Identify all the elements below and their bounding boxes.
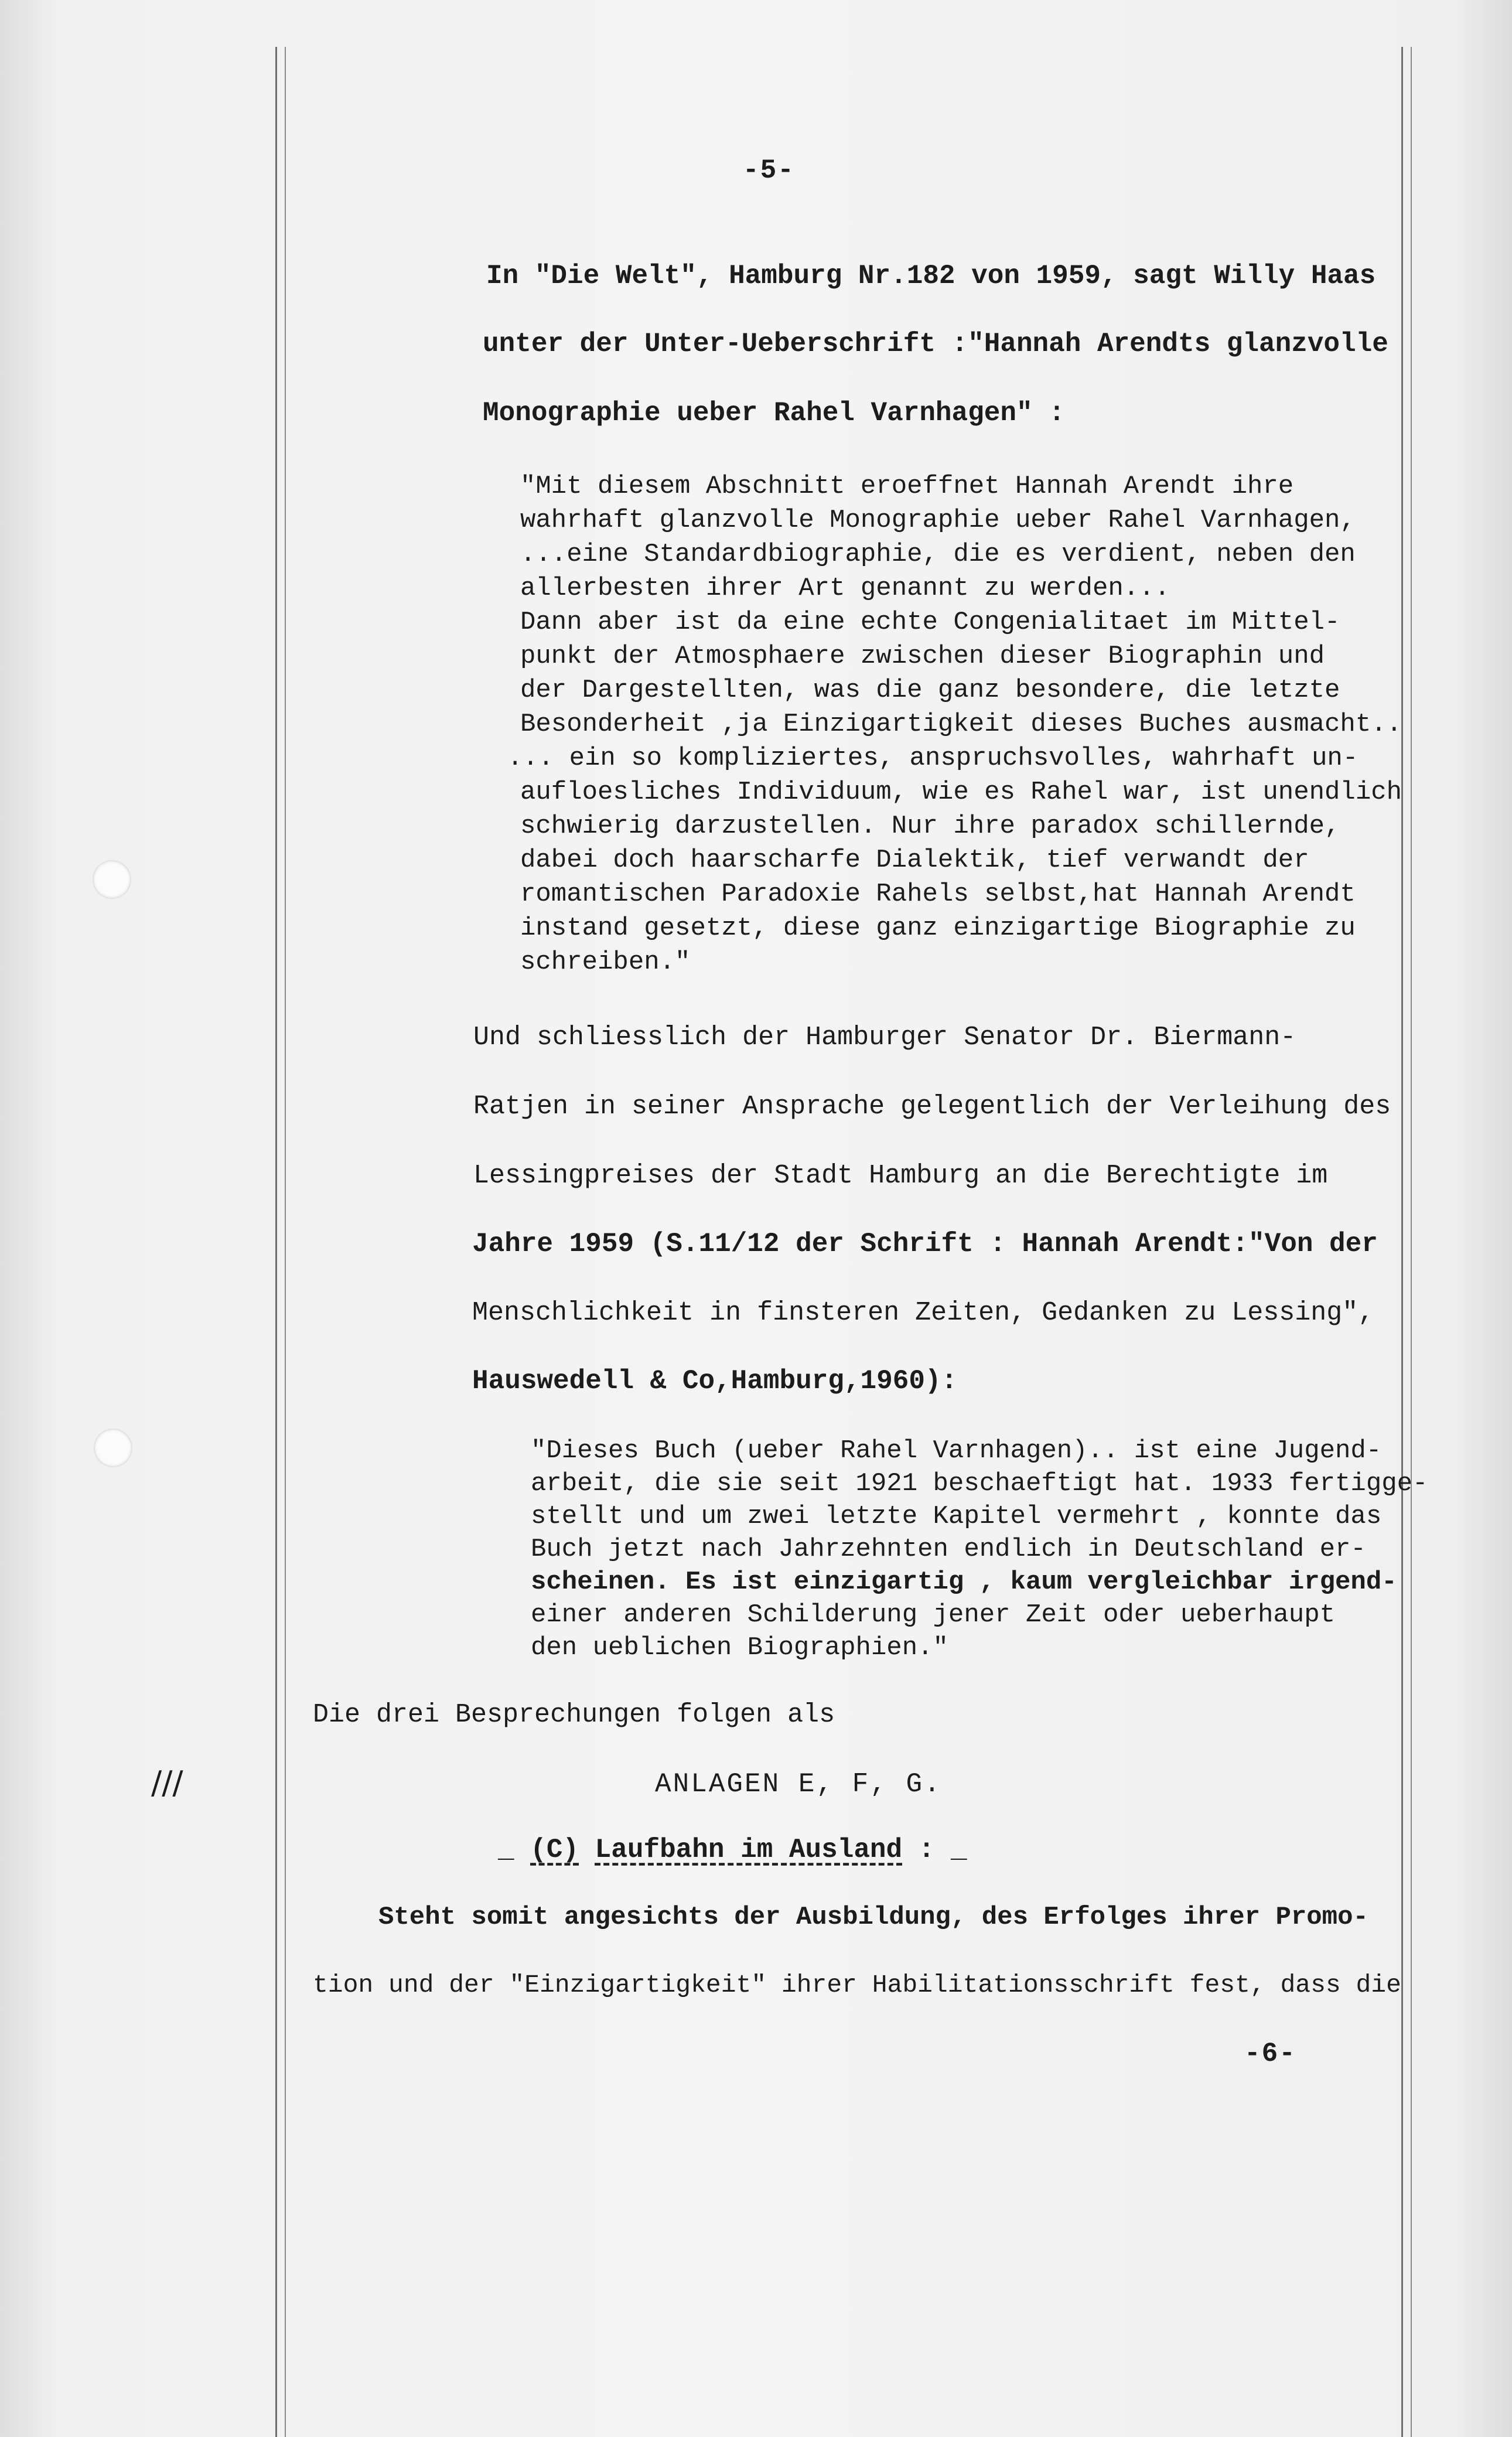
- quote1-line: schwierig darzustellen. Nur ihre paradox schillernde,: [520, 812, 1340, 841]
- punch-hole-bottom: [94, 1429, 132, 1467]
- quote2-line: "Dieses Buch (ueber Rahel Varnhagen).. ist eine Jugend-: [531, 1436, 1382, 1465]
- paragraph1-line: unter der Unter-Ueberschrift :"Hannah Arendts glanzvolle: [483, 329, 1388, 359]
- margin-line-right-inner: [1411, 47, 1412, 2437]
- margin-line-right: [1401, 47, 1403, 2437]
- section-heading: [498, 1836, 967, 1863]
- quote2-line: Buch jetzt nach Jahrzehnten endlich in Deutschland er-: [531, 1535, 1366, 1564]
- section-heading-prefix: _: [498, 1835, 531, 1865]
- quote2-line: einer anderen Schilderung jener Zeit oder ueberhaupt: [531, 1600, 1336, 1630]
- section-heading-label: (C): [530, 1835, 579, 1865]
- page-number-top: -5-: [743, 155, 795, 186]
- paragraph1-line: Monographie ueber Rahel Varnhagen" :: [483, 398, 1065, 428]
- quote1-line: instand gesetzt, diese ganz einzigartige Biographie zu: [520, 914, 1356, 943]
- quote1-line: der Dargestellten, was die ganz besondere, die letzte: [520, 676, 1340, 705]
- section-heading-suffix: : _: [902, 1835, 967, 1865]
- quote1-line: ... ein so kompliziertes, anspruchsvolles, wahrhaft un-: [507, 744, 1359, 773]
- punch-hole-top: [93, 860, 131, 899]
- quote1-line: Besonderheit ,ja Einzigartigkeit dieses Buches ausmacht..: [520, 710, 1402, 739]
- quote1-line: "Mit diesem Abschnitt eroeffnet Hannah Arendt ihre: [520, 472, 1294, 501]
- paragraph2-line: Menschlichkeit in finsteren Zeiten, Gedanken zu Lessing",: [472, 1298, 1374, 1328]
- quote1-line: allerbesten ihrer Art genannt zu werden...: [520, 574, 1170, 603]
- quote1-line: wahrhaft glanzvolle Monographie ueber Rahel Varnhagen,: [520, 506, 1356, 535]
- quote1-line: schreiben.": [520, 947, 691, 977]
- quote1-line: Dann aber ist da eine echte Congenialitaet im Mittel-: [520, 608, 1340, 637]
- paragraph2-line: Jahre 1959 (S.11/12 der Schrift : Hannah Arendt:"Von der: [472, 1229, 1378, 1259]
- quote2-line: stellt und um zwei letzte Kapitel vermehrt , konnte das: [531, 1502, 1382, 1531]
- margin-line-left: [275, 47, 277, 2437]
- quote1-line: punkt der Atmosphaere zwischen dieser Biographin und: [520, 642, 1325, 671]
- quote2-line: arbeit, die sie seit 1921 beschaeftigt hat. 1933 fertigge-: [531, 1469, 1428, 1498]
- margin-mark: ///: [151, 1764, 183, 1801]
- quote1-line: ...eine Standardbiographie, die es verdient, neben den: [520, 540, 1356, 569]
- paragraph2-line: Ratjen in seiner Ansprache gelegentlich der Verleihung des: [473, 1092, 1391, 1122]
- quote1-line: dabei doch haarscharfe Dialektik, tief verwandt der: [520, 846, 1309, 875]
- paragraph1-line: In "Die Welt", Hamburg Nr.182 von 1959, sagt Willy Haas: [486, 261, 1376, 291]
- section-heading-title: Laufbahn im Ausland: [595, 1835, 903, 1865]
- quote2-line: scheinen. Es ist einzigartig , kaum vergleichbar irgend-: [531, 1567, 1397, 1597]
- page-number-bottom: -6-: [1244, 2039, 1296, 2069]
- margin-line-left-inner: [285, 47, 286, 2437]
- paragraph2-line: Und schliesslich der Hamburger Senator Dr. Biermann-: [473, 1022, 1296, 1052]
- paragraph3-line: tion und der "Einzigartigkeit" ihrer Habilitationsschrift fest, dass die: [313, 1971, 1401, 1999]
- paragraph2-line: Hauswedell & Co,Hamburg,1960):: [472, 1366, 958, 1396]
- quote1-line: aufloesliches Individuum, wie es Rahel war, ist unendlich: [520, 778, 1402, 807]
- paragraph2-line: Lessingpreises der Stadt Hamburg an die Berechtigte im: [473, 1161, 1328, 1191]
- followup-line: Die drei Besprechungen folgen als: [313, 1700, 835, 1730]
- quote2-line: den ueblichen Biographien.": [531, 1633, 948, 1662]
- quote1-line: romantischen Paradoxie Rahels selbst,hat Hannah Arendt: [520, 880, 1356, 909]
- paragraph3-line: Steht somit angesichts der Ausbildung, des Erfolges ihrer Promo-: [378, 1903, 1368, 1932]
- anlagen-line: ANLAGEN E, F, G.: [655, 1769, 942, 1799]
